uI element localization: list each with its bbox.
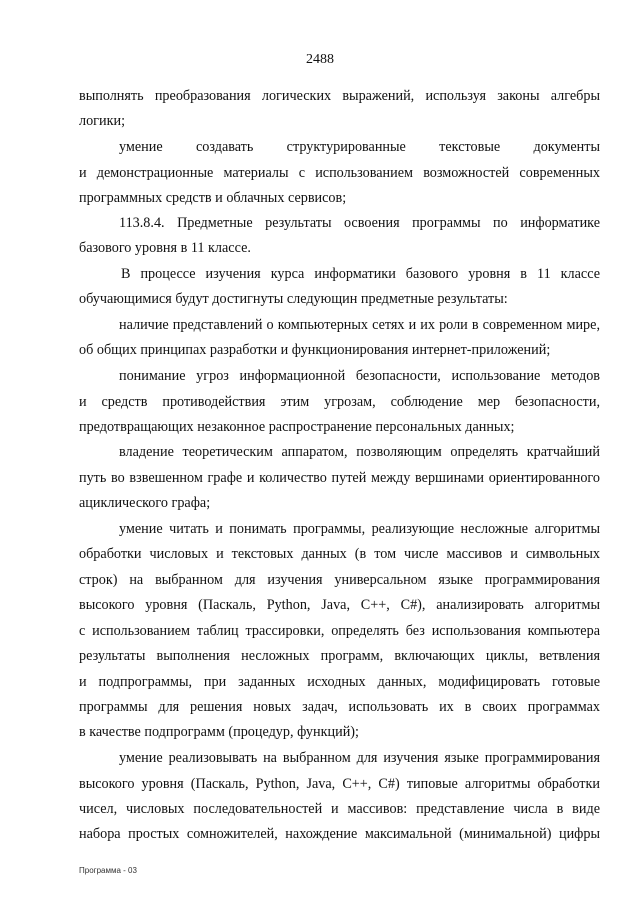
page-number: 2488 [306, 52, 334, 67]
document-page: 2488 выполнять преобразования логических выражений, используя законы алгебры логики; умение создавать структурированные текстовые документы и демонстрационные материалы с использованием возможностей современных программных средств и облачных сервисов; 113.8.4. Предметные результаты освоения программы по информатике базового уровня в 11 классе. В процессе изучения курса информатики базового уровня в 11 классе обучающимися будут достигнуты следующин предметные результаты: наличие представлений о компьютерных сетях и их роли в современном мире, об общих принципах разработки и функционирования интернет-приложений; понимание угроз информационной безопасности, использование методов и средств противодействия этим угрозам, соблюдение мер безопасности, предотвращающих незаконное распространение персональных данных; владение теоретическим аппаратом, позволяющим определять кратчайший путь во взвешенном графе и количество путей между вершинами ориентированного ациклического графа; умение читать и понимать программы, реализующие несложные алгоритмы обработки числовых и текстовых данных (в том числе массивов и символьных строк) на выбранном для изучения универсальном языке программирования высокого уровня (Паскаль, Python, Java, C++, C#), анализировать алгоритмы с использованием таблиц трассировки, определять без использования компьютера результаты выполнения несложных программ, включающих циклы, ветвления и подпрограммы, при заданных исходных данных, модифицировать готовые программы для решения новых задач, использовать их в своих программах в качестве подпрограмм (процедур, функций); умение реализовывать на выбранном для изучения языке программирования высокого уровня (Паскаль, Python, Java, C++, C#) типовые алгоритмы обработки чисел, числовых последовательностей и массивов: представление числа в виде набора простых сомножителей, нахождение максимальной (минимальной) цифры Программа - 03 [0, 0, 640, 918]
footer-label: Программа - 03 [79, 866, 137, 875]
